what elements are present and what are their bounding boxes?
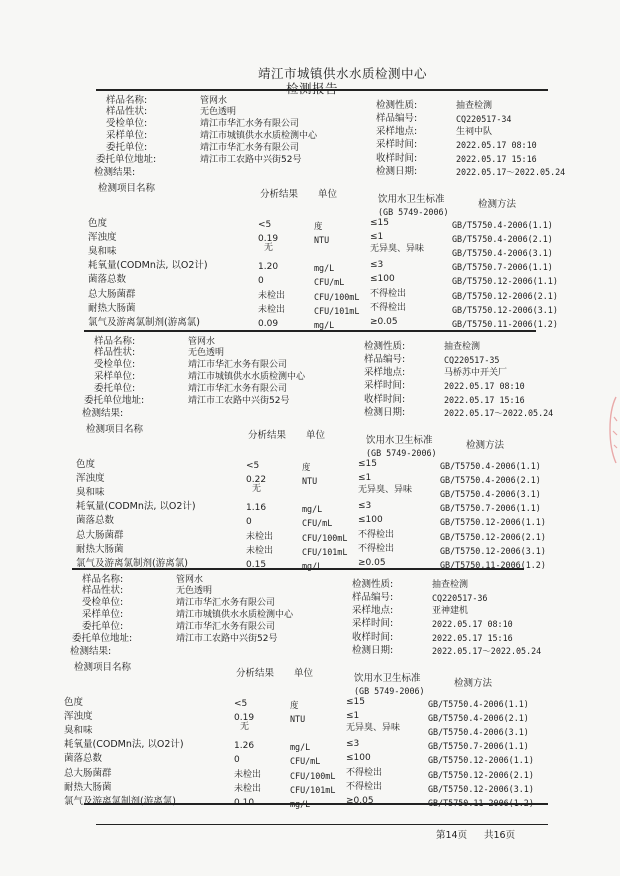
row-item: 色度 [88,218,108,229]
row-item: 臭和味 [64,725,93,737]
field-value: 2022.05.17 15:16 [456,154,537,164]
row-unit: CFU/mL [302,518,333,529]
field-value: 生祠中队 [456,127,493,137]
field-value: 无色透明 [176,586,213,596]
field-value: 2022.05.17～2022.05.24 [444,408,554,418]
row-unit: CFU/mL [290,756,321,767]
row-result: 0 [246,517,252,528]
row-method: GB/T5750.7-2006(1.1) [428,741,529,752]
field-label: 委托单位: [106,142,148,153]
row-method: GB/T5750.11-2006(1.2) [452,318,558,329]
report-title: 靖江市城镇供水水质检测中心 [258,66,428,81]
row-item: 总大肠菌群 [64,767,112,779]
row-std: 不得检出 [346,781,383,792]
row-result: 0.19 [258,234,279,245]
field-label: 检测结果: [82,408,124,419]
row-item: 耐热大肠菌 [76,543,124,555]
field-value: 靖江市城镇供水水质检测中心 [200,131,318,141]
col-header-unit: 单位 [294,668,314,679]
field-value: 2022.05.17 08:10 [432,619,513,629]
section-bottom-rule [84,803,548,805]
field-label: 采样地点: [376,126,418,137]
row-unit: CFU/101mL [314,305,360,316]
row-unit: NTU [314,235,330,246]
row-result: 未检出 [234,769,262,780]
row-method: GB/T5750.12-2006(3.1) [428,783,534,794]
col-header-method: 检测方法 [454,678,493,689]
field-label: 检测日期: [376,166,418,177]
row-result: 0.19 [234,713,255,724]
row-unit: CFU/101mL [302,546,348,557]
field-value: 管网水 [176,575,204,585]
row-method: GB/T5750.4-2006(3.1) [452,248,553,259]
col-header-result: 分析结果 [260,189,299,200]
field-value: 靖江市工农路中兴街52号 [188,396,290,406]
row-unit: CFU/100mL [314,291,360,302]
row-method: GB/T5750.12-2006(3.1) [452,304,558,315]
row-item: 浑浊度 [64,711,93,723]
row-std: ≥0.05 [358,557,386,568]
row-result: <5 [258,220,272,230]
field-label: 受检单位: [82,597,124,608]
row-unit: CFU/101mL [290,784,336,795]
row-std: ≥0.05 [346,795,374,806]
field-label: 检测性质: [352,579,394,590]
field-label: 采样时间: [364,380,406,391]
row-item: 耐热大肠菌 [88,302,136,314]
row-std: ≤3 [370,260,384,271]
row-result: 无 [264,243,274,254]
field-label: 收样时间: [352,632,394,643]
field-value: 靖江市华汇水务有限公司 [200,143,300,153]
field-value: 2022.05.17 15:16 [432,633,513,643]
col-header-unit: 单位 [306,430,326,441]
row-std: 不得检出 [346,767,383,778]
field-value: 无色透明 [188,348,225,358]
col-header-item: 检测项目名称 [98,183,156,194]
field-label: 检测日期: [364,407,406,418]
field-label: 委托单位地址: [72,633,133,644]
row-std: 不得检出 [370,302,407,313]
col-header-result: 分析结果 [236,668,275,679]
field-label: 检测结果: [70,646,112,657]
field-value: 管网水 [188,337,216,347]
field-value: 马桥苏中开关厂 [444,368,508,378]
field-value: 无色透明 [200,107,237,117]
row-std: ≤100 [358,515,383,526]
row-item: 耗氧量(CODMn法, 以O2计) [88,260,208,272]
field-label: 采样单位: [94,371,136,382]
row-result: 未检出 [234,783,262,794]
row-std: ≥0.05 [370,316,398,327]
row-std: ≤1 [370,232,384,243]
field-value: 靖江市工农路中兴街52号 [200,155,302,165]
row-item: 总大肠菌群 [76,529,124,541]
field-label: 采样单位: [82,609,124,620]
field-label: 样品名称: [82,574,124,585]
field-value: 靖江市华汇水务有限公司 [188,384,288,394]
col-header-result: 分析结果 [248,430,287,441]
row-unit: NTU [302,476,318,487]
row-unit: NTU [290,714,306,725]
field-label: 委托单位: [94,383,136,394]
row-std: ≤3 [346,739,360,750]
field-value: CQ220517-36 [432,593,488,603]
row-item: 菌落总数 [76,515,115,527]
field-label: 采样单位: [106,130,148,141]
row-result: 未检出 [258,290,286,301]
seal-fragment-icon [604,395,618,465]
row-result: 0.10 [234,797,255,808]
section-top-rule [84,330,536,332]
field-label: 收样时间: [376,153,418,164]
row-std: ≤15 [370,218,389,228]
row-result: <5 [246,461,260,471]
row-std: ≤1 [346,711,360,722]
col-header-item: 检测项目名称 [86,424,144,435]
field-value: 2022.05.17 08:10 [456,140,537,150]
field-label: 委托单位地址: [96,154,157,165]
row-method: GB/T5750.4-2006(2.1) [440,475,541,486]
row-unit: mg/L [302,504,323,515]
field-value: 管网水 [200,96,228,106]
row-result: 1.16 [246,503,267,514]
row-method: GB/T5750.12-2006(1.1) [452,276,558,287]
row-method: GB/T5750.12-2006(2.1) [428,769,534,780]
row-item: 菌落总数 [64,753,103,765]
field-value: 靖江市工农路中兴街52号 [176,634,278,644]
row-unit: 度 [290,700,299,710]
row-method: GB/T5750.12-2006(3.1) [440,545,546,556]
row-item: 耗氧量(CODMn法, 以O2计) [76,501,196,513]
col-header-method: 检测方法 [466,440,505,451]
field-label: 委托单位地址: [84,395,145,406]
field-label: 检测结果: [94,167,136,178]
row-std: ≤3 [358,501,372,512]
row-method: GB/T5750.12-2006(1.1) [440,517,546,528]
row-item: 浑浊度 [76,473,105,485]
field-label: 样品性状: [94,347,136,358]
row-result: 未检出 [246,545,274,556]
row-std: ≤1 [358,473,372,484]
row-result: 0.15 [246,559,267,570]
field-value: CQ220517-35 [444,355,500,365]
row-std: ≤100 [370,274,395,285]
row-method: GB/T5750.12-2006(1.1) [428,755,534,766]
field-label: 受检单位: [106,118,148,129]
field-label: 样品性状: [106,106,148,117]
row-item: 耐热大肠菌 [64,781,112,793]
row-item: 臭和味 [88,246,117,258]
row-method: GB/T5750.11-2006(1.2) [440,559,546,570]
row-std: 无异臭、异味 [346,723,401,734]
footer-rule [96,824,548,825]
col-header-std: 饮用水卫生标准 [354,673,421,684]
row-method: GB/T5750.4-2006(1.1) [440,461,541,471]
col-header-item: 检测项目名称 [74,662,132,673]
row-unit: 度 [314,221,323,231]
row-unit: 度 [302,462,311,472]
field-label: 样品编号: [364,354,406,365]
row-std: 不得检出 [358,529,395,540]
row-item: 浑浊度 [88,232,117,244]
row-std: 无异臭、异味 [358,485,413,496]
field-label: 样品性状: [82,585,124,596]
row-result: 0.09 [258,318,279,329]
row-method: GB/T5750.4-2006(3.1) [440,489,541,500]
field-value: 抽查检测 [444,342,481,352]
row-item: 耗氧量(CODMn法, 以O2计) [64,739,184,751]
row-item: 色度 [64,697,84,708]
report-subtitle: 检测报告 [286,81,339,96]
field-value: 2022.05.17 15:16 [444,395,525,405]
field-label: 采样地点: [352,605,394,616]
field-value: 靖江市城镇供水水质检测中心 [176,610,294,620]
row-result: 0 [234,755,240,766]
row-unit: CFU/100mL [290,770,336,781]
row-item: 氯气及游离氯制剂(游离氯) [88,316,200,328]
row-item: 菌落总数 [88,274,127,286]
row-unit: mg/L [302,560,323,571]
row-method: GB/T5750.11-2006(1.2) [428,797,534,808]
field-value: 2022.05.17～2022.05.24 [432,646,542,656]
row-method: GB/T5750.12-2006(2.1) [440,531,546,542]
row-method: GB/T5750.4-2006(2.1) [452,234,553,245]
row-method: GB/T5750.4-2006(3.1) [428,727,529,738]
row-result: 1.26 [234,741,255,752]
row-item: 氯气及游离氯制剂(游离氯) [64,795,176,807]
col-header-std: 饮用水卫生标准 [378,194,445,205]
field-value: 亚神建机 [432,606,469,616]
field-label: 样品编号: [376,113,418,124]
row-std: 无异臭、异味 [370,244,425,255]
col-header-std-code: (GB 5749-2006) [378,207,449,217]
field-label: 收样时间: [364,394,406,405]
row-result: 未检出 [246,531,274,542]
row-item: 色度 [76,459,96,470]
row-std: 不得检出 [358,543,395,554]
field-label: 样品名称: [94,336,136,347]
field-value: 抽查检测 [456,101,493,111]
row-result: 无 [252,484,262,495]
field-value: 靖江市城镇供水水质检测中心 [188,372,306,382]
field-value: 抽查检测 [432,580,469,590]
row-unit: mg/L [314,263,335,274]
row-std: ≤15 [346,697,365,707]
field-label: 检测性质: [376,100,418,111]
row-result: 1.20 [258,262,279,273]
field-value: 靖江市华汇水务有限公司 [188,360,288,370]
row-result: 0 [258,276,264,287]
field-label: 样品编号: [352,592,394,603]
row-result: 无 [240,722,250,733]
row-item: 总大肠菌群 [88,288,136,300]
row-std: 不得检出 [370,288,407,299]
field-value: 靖江市华汇水务有限公司 [200,119,300,129]
field-label: 采样时间: [352,618,394,629]
field-label: 受检单位: [94,359,136,370]
section-top-rule [72,568,524,570]
field-value: 2022.05.17～2022.05.24 [456,167,566,177]
row-method: GB/T5750.7-2006(1.1) [452,262,553,273]
field-value: 2022.05.17 08:10 [444,381,525,391]
row-method: GB/T5750.4-2006(1.1) [452,220,553,230]
row-unit: mg/L [314,319,335,330]
section-top-rule [96,89,548,91]
col-header-std: 饮用水卫生标准 [366,435,433,446]
row-unit: CFU/100mL [302,532,348,543]
field-value: 靖江市华汇水务有限公司 [176,622,276,632]
row-item: 臭和味 [76,487,105,499]
row-unit: mg/L [290,798,311,809]
field-value: 靖江市华汇水务有限公司 [176,598,276,608]
field-label: 采样时间: [376,139,418,150]
col-header-method: 检测方法 [478,199,517,210]
field-label: 检测性质: [364,341,406,352]
row-std: ≤15 [358,459,377,469]
row-method: GB/T5750.12-2006(2.1) [452,290,558,301]
row-method: GB/T5750.4-2006(1.1) [428,699,529,709]
field-value: CQ220517-34 [456,114,512,124]
row-item: 氯气及游离氯制剂(游离氯) [76,557,188,569]
row-result: 未检出 [258,304,286,315]
field-label: 采样地点: [364,367,406,378]
field-label: 样品名称: [106,95,148,106]
row-method: GB/T5750.7-2006(1.1) [440,503,541,514]
row-method: GB/T5750.4-2006(2.1) [428,713,529,724]
row-unit: CFU/mL [314,277,345,288]
col-header-std-code: (GB 5749-2006) [366,448,437,458]
field-label: 检测日期: [352,645,394,656]
row-unit: mg/L [290,742,311,753]
row-result: 0.22 [246,475,267,486]
page-number: 第14页 [436,830,468,841]
field-label: 委托单位: [82,621,124,632]
page-total: 共16页 [484,830,516,841]
row-std: ≤100 [346,753,371,764]
col-header-unit: 单位 [318,189,338,200]
col-header-std-code: (GB 5749-2006) [354,686,425,696]
row-result: <5 [234,699,248,709]
